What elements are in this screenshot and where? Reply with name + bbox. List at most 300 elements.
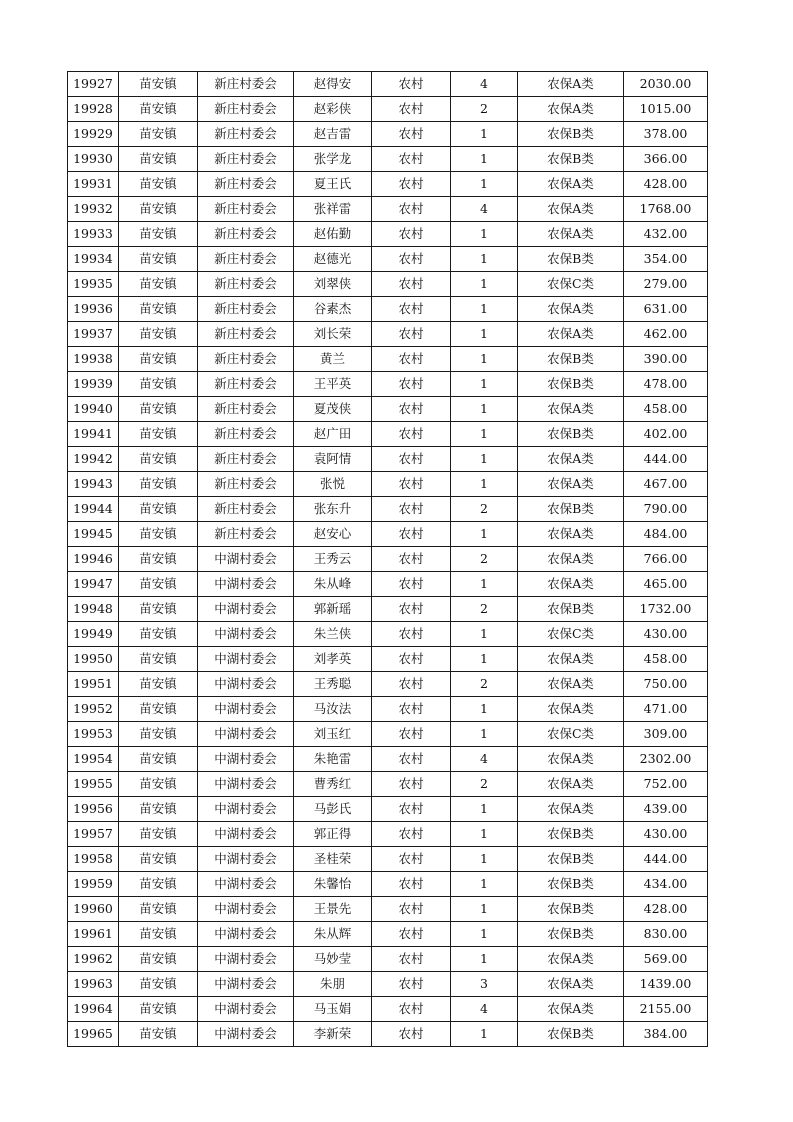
cell-town: 苗安镇 [119,597,198,622]
cell-area: 农村 [372,1022,451,1047]
cell-town: 苗安镇 [119,347,198,372]
cell-amount: 752.00 [624,772,708,797]
cell-village: 新庄村委会 [198,247,294,272]
cell-id: 19955 [68,772,119,797]
cell-area: 农村 [372,572,451,597]
cell-area: 农村 [372,147,451,172]
cell-area: 农村 [372,772,451,797]
cell-name: 曹秀红 [294,772,372,797]
cell-town: 苗安镇 [119,922,198,947]
cell-town: 苗安镇 [119,72,198,97]
cell-amount: 430.00 [624,822,708,847]
cell-village: 新庄村委会 [198,222,294,247]
cell-category: 农保A类 [518,747,624,772]
cell-category: 农保B类 [518,497,624,522]
table-row [68,172,708,197]
cell-village: 新庄村委会 [198,472,294,497]
cell-category: 农保A类 [518,772,624,797]
cell-id: 19944 [68,497,119,522]
cell-name: 赵吉雷 [294,122,372,147]
cell-town: 苗安镇 [119,797,198,822]
cell-count: 1 [451,1022,518,1047]
cell-village: 中湖村委会 [198,972,294,997]
cell-town: 苗安镇 [119,247,198,272]
cell-category: 农保A类 [518,972,624,997]
cell-count: 1 [451,347,518,372]
cell-id: 19938 [68,347,119,372]
cell-town: 苗安镇 [119,972,198,997]
table-row [68,222,708,247]
cell-amount: 569.00 [624,947,708,972]
cell-category: 农保A类 [518,697,624,722]
cell-village: 新庄村委会 [198,297,294,322]
cell-count: 2 [451,772,518,797]
cell-count: 1 [451,797,518,822]
cell-area: 农村 [372,272,451,297]
table-row [68,572,708,597]
cell-category: 农保A类 [518,647,624,672]
table-row [68,472,708,497]
cell-count: 1 [451,722,518,747]
cell-town: 苗安镇 [119,522,198,547]
cell-amount: 439.00 [624,797,708,822]
cell-id: 19953 [68,722,119,747]
cell-category: 农保B类 [518,847,624,872]
cell-town: 苗安镇 [119,547,198,572]
cell-amount: 428.00 [624,172,708,197]
table-row [68,272,708,297]
cell-name: 赵安心 [294,522,372,547]
cell-area: 农村 [372,497,451,522]
cell-town: 苗安镇 [119,672,198,697]
cell-area: 农村 [372,222,451,247]
cell-count: 4 [451,72,518,97]
cell-id: 19952 [68,697,119,722]
cell-area: 农村 [372,722,451,747]
cell-town: 苗安镇 [119,997,198,1022]
cell-count: 1 [451,622,518,647]
cell-village: 新庄村委会 [198,122,294,147]
cell-name: 李新荣 [294,1022,372,1047]
cell-area: 农村 [372,397,451,422]
cell-village: 中湖村委会 [198,622,294,647]
cell-town: 苗安镇 [119,622,198,647]
cell-town: 苗安镇 [119,822,198,847]
cell-area: 农村 [372,597,451,622]
cell-count: 1 [451,572,518,597]
cell-name: 刘孝英 [294,647,372,672]
cell-amount: 1439.00 [624,972,708,997]
cell-village: 中湖村委会 [198,847,294,872]
cell-amount: 484.00 [624,522,708,547]
cell-town: 苗安镇 [119,872,198,897]
cell-amount: 378.00 [624,122,708,147]
cell-amount: 384.00 [624,1022,708,1047]
cell-area: 农村 [372,847,451,872]
table-row [68,397,708,422]
cell-category: 农保B类 [518,122,624,147]
cell-village: 新庄村委会 [198,272,294,297]
cell-town: 苗安镇 [119,1022,198,1047]
cell-name: 王景先 [294,897,372,922]
cell-town: 苗安镇 [119,897,198,922]
cell-count: 2 [451,597,518,622]
cell-category: 农保A类 [518,322,624,347]
cell-area: 农村 [372,697,451,722]
cell-count: 1 [451,647,518,672]
cell-count: 1 [451,922,518,947]
cell-town: 苗安镇 [119,422,198,447]
cell-name: 夏王氏 [294,172,372,197]
cell-town: 苗安镇 [119,447,198,472]
cell-village: 新庄村委会 [198,422,294,447]
cell-count: 3 [451,972,518,997]
cell-name: 朱朋 [294,972,372,997]
cell-count: 1 [451,897,518,922]
cell-area: 农村 [372,872,451,897]
cell-category: 农保B类 [518,422,624,447]
cell-name: 赵德光 [294,247,372,272]
cell-category: 农保B类 [518,372,624,397]
cell-name: 谷素杰 [294,297,372,322]
cell-amount: 432.00 [624,222,708,247]
table-row [68,747,708,772]
cell-category: 农保A类 [518,97,624,122]
cell-village: 中湖村委会 [198,572,294,597]
cell-name: 朱兰侠 [294,622,372,647]
cell-village: 中湖村委会 [198,722,294,747]
cell-name: 王秀聪 [294,672,372,697]
cell-town: 苗安镇 [119,697,198,722]
table-row [68,122,708,147]
cell-town: 苗安镇 [119,397,198,422]
table-row [68,647,708,672]
cell-category: 农保A类 [518,547,624,572]
cell-count: 2 [451,547,518,572]
cell-id: 19948 [68,597,119,622]
cell-id: 19932 [68,197,119,222]
cell-amount: 444.00 [624,447,708,472]
cell-category: 农保A类 [518,522,624,547]
cell-id: 19940 [68,397,119,422]
cell-id: 19965 [68,1022,119,1047]
table-row [68,997,708,1022]
table-row [68,372,708,397]
cell-amount: 750.00 [624,672,708,697]
table-row [68,1022,708,1047]
cell-category: 农保B类 [518,597,624,622]
cell-village: 新庄村委会 [198,397,294,422]
cell-village: 新庄村委会 [198,347,294,372]
cell-id: 19949 [68,622,119,647]
cell-id: 19964 [68,997,119,1022]
cell-id: 19946 [68,547,119,572]
cell-id: 19929 [68,122,119,147]
cell-village: 中湖村委会 [198,997,294,1022]
cell-area: 农村 [372,997,451,1022]
cell-count: 1 [451,447,518,472]
table-body [68,72,708,1047]
cell-amount: 390.00 [624,347,708,372]
cell-amount: 434.00 [624,872,708,897]
cell-category: 农保A类 [518,572,624,597]
table-row [68,947,708,972]
cell-amount: 1732.00 [624,597,708,622]
table-row [68,597,708,622]
cell-count: 2 [451,672,518,697]
table-row [68,147,708,172]
cell-village: 新庄村委会 [198,97,294,122]
cell-name: 张祥雷 [294,197,372,222]
cell-name: 朱从峰 [294,572,372,597]
cell-name: 黄兰 [294,347,372,372]
cell-area: 农村 [372,972,451,997]
cell-amount: 444.00 [624,847,708,872]
cell-area: 农村 [372,447,451,472]
cell-category: 农保C类 [518,622,624,647]
cell-id: 19934 [68,247,119,272]
cell-id: 19959 [68,872,119,897]
cell-count: 1 [451,322,518,347]
cell-id: 19957 [68,822,119,847]
cell-amount: 467.00 [624,472,708,497]
cell-category: 农保A类 [518,297,624,322]
cell-count: 1 [451,272,518,297]
cell-category: 农保B类 [518,247,624,272]
cell-name: 郭新瑶 [294,597,372,622]
cell-count: 1 [451,522,518,547]
cell-village: 中湖村委会 [198,672,294,697]
cell-count: 1 [451,422,518,447]
cell-town: 苗安镇 [119,472,198,497]
cell-village: 新庄村委会 [198,322,294,347]
cell-town: 苗安镇 [119,947,198,972]
cell-name: 夏茂侠 [294,397,372,422]
cell-amount: 766.00 [624,547,708,572]
table-row [68,722,708,747]
cell-category: 农保B类 [518,1022,624,1047]
cell-category: 农保B类 [518,922,624,947]
cell-id: 19931 [68,172,119,197]
cell-amount: 458.00 [624,647,708,672]
cell-name: 张悦 [294,472,372,497]
cell-town: 苗安镇 [119,647,198,672]
cell-id: 19945 [68,522,119,547]
cell-count: 1 [451,697,518,722]
cell-village: 新庄村委会 [198,372,294,397]
cell-town: 苗安镇 [119,272,198,297]
records-table [67,71,708,1047]
cell-amount: 830.00 [624,922,708,947]
cell-amount: 354.00 [624,247,708,272]
cell-id: 19937 [68,322,119,347]
cell-category: 农保A类 [518,72,624,97]
cell-name: 赵得安 [294,72,372,97]
cell-category: 农保C类 [518,722,624,747]
cell-town: 苗安镇 [119,222,198,247]
cell-name: 赵广田 [294,422,372,447]
cell-town: 苗安镇 [119,122,198,147]
cell-count: 1 [451,847,518,872]
cell-name: 张学龙 [294,147,372,172]
table-row [68,622,708,647]
cell-town: 苗安镇 [119,772,198,797]
table-row [68,772,708,797]
cell-category: 农保A类 [518,397,624,422]
cell-village: 中湖村委会 [198,922,294,947]
cell-name: 马彭氏 [294,797,372,822]
table-row [68,347,708,372]
cell-village: 新庄村委会 [198,522,294,547]
cell-category: 农保C类 [518,272,624,297]
cell-amount: 1768.00 [624,197,708,222]
cell-count: 1 [451,822,518,847]
cell-id: 19954 [68,747,119,772]
table-row [68,522,708,547]
cell-area: 农村 [372,97,451,122]
cell-area: 农村 [372,522,451,547]
cell-town: 苗安镇 [119,172,198,197]
cell-village: 新庄村委会 [198,172,294,197]
cell-name: 朱从辉 [294,922,372,947]
cell-count: 1 [451,372,518,397]
cell-village: 新庄村委会 [198,72,294,97]
cell-category: 农保B类 [518,897,624,922]
cell-area: 农村 [372,547,451,572]
cell-id: 19927 [68,72,119,97]
cell-name: 赵佑勤 [294,222,372,247]
cell-amount: 631.00 [624,297,708,322]
cell-area: 农村 [372,822,451,847]
cell-village: 新庄村委会 [198,147,294,172]
cell-amount: 279.00 [624,272,708,297]
cell-category: 农保A类 [518,797,624,822]
cell-count: 1 [451,947,518,972]
cell-id: 19935 [68,272,119,297]
cell-area: 农村 [372,197,451,222]
cell-amount: 2302.00 [624,747,708,772]
table-row [68,972,708,997]
cell-area: 农村 [372,372,451,397]
cell-village: 中湖村委会 [198,547,294,572]
cell-town: 苗安镇 [119,722,198,747]
cell-village: 中湖村委会 [198,947,294,972]
cell-count: 1 [451,297,518,322]
table-row [68,422,708,447]
cell-town: 苗安镇 [119,322,198,347]
cell-name: 圣桂荣 [294,847,372,872]
cell-name: 刘长荣 [294,322,372,347]
cell-area: 农村 [372,922,451,947]
cell-id: 19928 [68,97,119,122]
cell-name: 朱馨怡 [294,872,372,897]
table-row [68,322,708,347]
table-row [68,297,708,322]
table-row [68,497,708,522]
cell-name: 刘翠侠 [294,272,372,297]
cell-id: 19930 [68,147,119,172]
table-row [68,847,708,872]
cell-id: 19961 [68,922,119,947]
cell-village: 中湖村委会 [198,772,294,797]
cell-area: 农村 [372,472,451,497]
cell-town: 苗安镇 [119,747,198,772]
cell-category: 农保B类 [518,822,624,847]
cell-area: 农村 [372,72,451,97]
cell-town: 苗安镇 [119,197,198,222]
cell-amount: 471.00 [624,697,708,722]
cell-amount: 458.00 [624,397,708,422]
cell-id: 19960 [68,897,119,922]
cell-id: 19941 [68,422,119,447]
cell-amount: 366.00 [624,147,708,172]
cell-village: 新庄村委会 [198,197,294,222]
table-row [68,797,708,822]
cell-category: 农保A类 [518,947,624,972]
cell-id: 19943 [68,472,119,497]
cell-amount: 790.00 [624,497,708,522]
cell-count: 1 [451,397,518,422]
cell-name: 郭正得 [294,822,372,847]
cell-village: 中湖村委会 [198,747,294,772]
cell-town: 苗安镇 [119,297,198,322]
cell-count: 4 [451,197,518,222]
cell-amount: 2155.00 [624,997,708,1022]
cell-count: 1 [451,122,518,147]
cell-count: 2 [451,97,518,122]
cell-area: 农村 [372,672,451,697]
cell-village: 中湖村委会 [198,1022,294,1047]
cell-amount: 309.00 [624,722,708,747]
cell-category: 农保A类 [518,672,624,697]
cell-count: 4 [451,747,518,772]
cell-village: 中湖村委会 [198,872,294,897]
cell-name: 朱艳雷 [294,747,372,772]
cell-area: 农村 [372,347,451,372]
cell-amount: 430.00 [624,622,708,647]
table-row [68,72,708,97]
table-row [68,872,708,897]
cell-village: 中湖村委会 [198,897,294,922]
cell-category: 农保B类 [518,872,624,897]
cell-id: 19933 [68,222,119,247]
cell-category: 农保A类 [518,447,624,472]
cell-id: 19956 [68,797,119,822]
cell-id: 19958 [68,847,119,872]
cell-name: 马汝法 [294,697,372,722]
table-row [68,447,708,472]
cell-area: 农村 [372,297,451,322]
cell-count: 1 [451,222,518,247]
cell-count: 4 [451,997,518,1022]
cell-village: 中湖村委会 [198,647,294,672]
cell-category: 农保A类 [518,472,624,497]
cell-id: 19936 [68,297,119,322]
cell-amount: 1015.00 [624,97,708,122]
table-row [68,247,708,272]
cell-name: 张东升 [294,497,372,522]
cell-category: 农保B类 [518,347,624,372]
cell-id: 19951 [68,672,119,697]
cell-count: 1 [451,247,518,272]
cell-amount: 402.00 [624,422,708,447]
cell-count: 1 [451,147,518,172]
cell-name: 袁阿情 [294,447,372,472]
cell-area: 农村 [372,322,451,347]
cell-town: 苗安镇 [119,97,198,122]
cell-count: 2 [451,497,518,522]
cell-id: 19939 [68,372,119,397]
